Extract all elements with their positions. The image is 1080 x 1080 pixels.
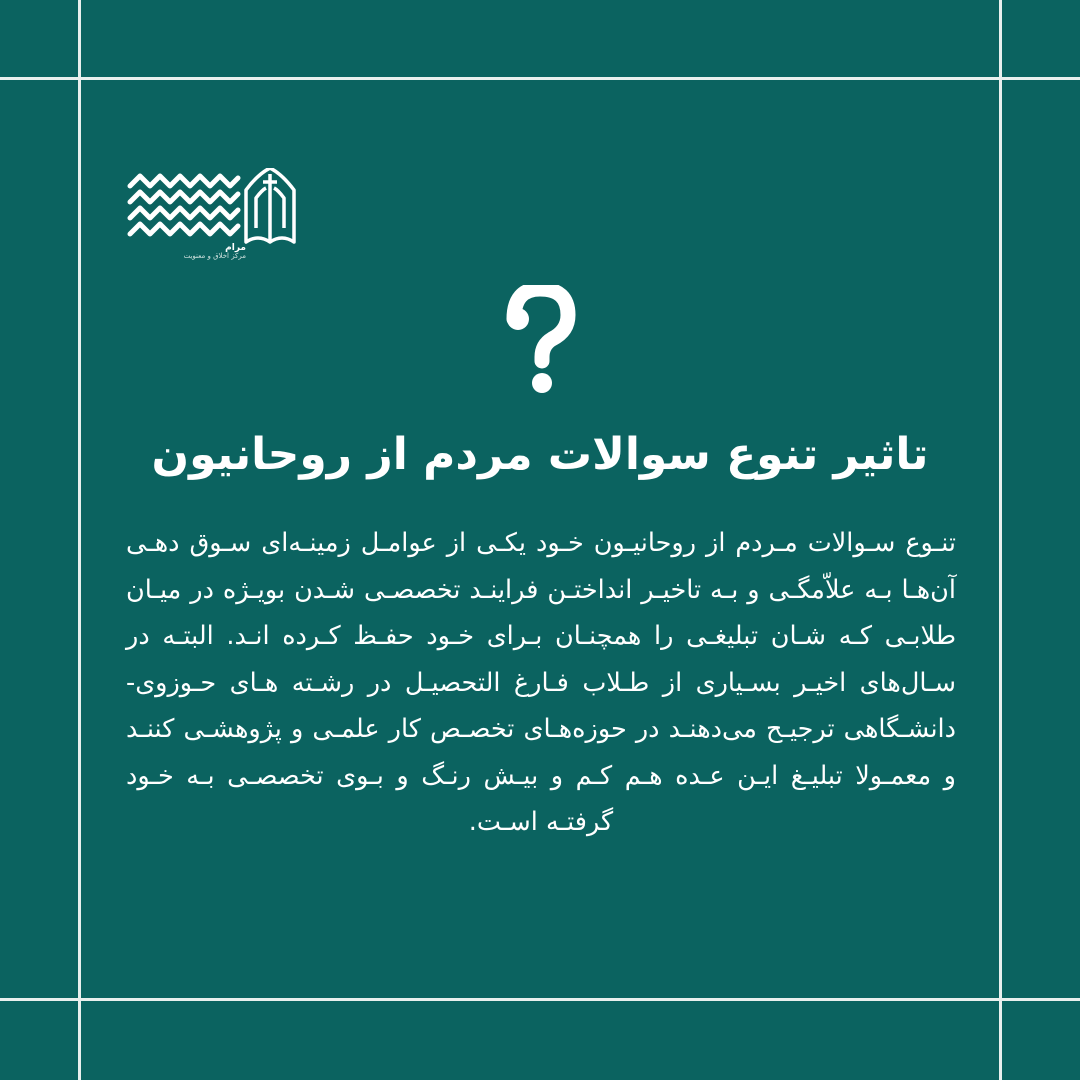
frame-line-right: [999, 0, 1002, 1080]
body-paragraph: تنـوع سـوالات مـردم از روحانیـون خـود یکـی از عوامـل زمینـه‌ای سـوق دهـی آن‌هـا بـه علاّمگـی و بـه تاخیـر انداختـن فراینـد تخصصـی شـدن بویـژه در میـان طلابـی کـه شـان تبلیغـی را همچنـان بـرای خـود حفـظ کـرده انـد. البتـه در سـال‌های اخیـر بسـیاری از طـلاب فـارغ التحصیـل در رشـته هـای حـوزوی-دانشـگاهی ترجیـح می‌دهنـد در حوزه‌هـای تخصـص کار علمـی و پژوهشـی کننـد و معمـولا تبلیـغ ایـن عـده هـم کـم و بیـش رنـگ و بـوی تخصصـی بـه خـود گرفتـه اسـت.: [126, 528, 956, 837]
frame-line-left: [78, 0, 81, 1080]
question-mark-icon: [498, 285, 582, 395]
book-pen-emblem-icon: [246, 168, 294, 242]
frame-line-top: [0, 77, 1080, 80]
brand-name: مرام: [225, 243, 246, 253]
page-title: تاثیر تنوع سوالات مردم از روحانیون: [151, 429, 929, 480]
brand-caption: [128, 244, 246, 260]
frame-line-bottom: [0, 998, 1080, 1001]
waves-icon: [130, 176, 238, 234]
brand-tagline: مرکز اخلاق و معنویت: [183, 252, 246, 260]
